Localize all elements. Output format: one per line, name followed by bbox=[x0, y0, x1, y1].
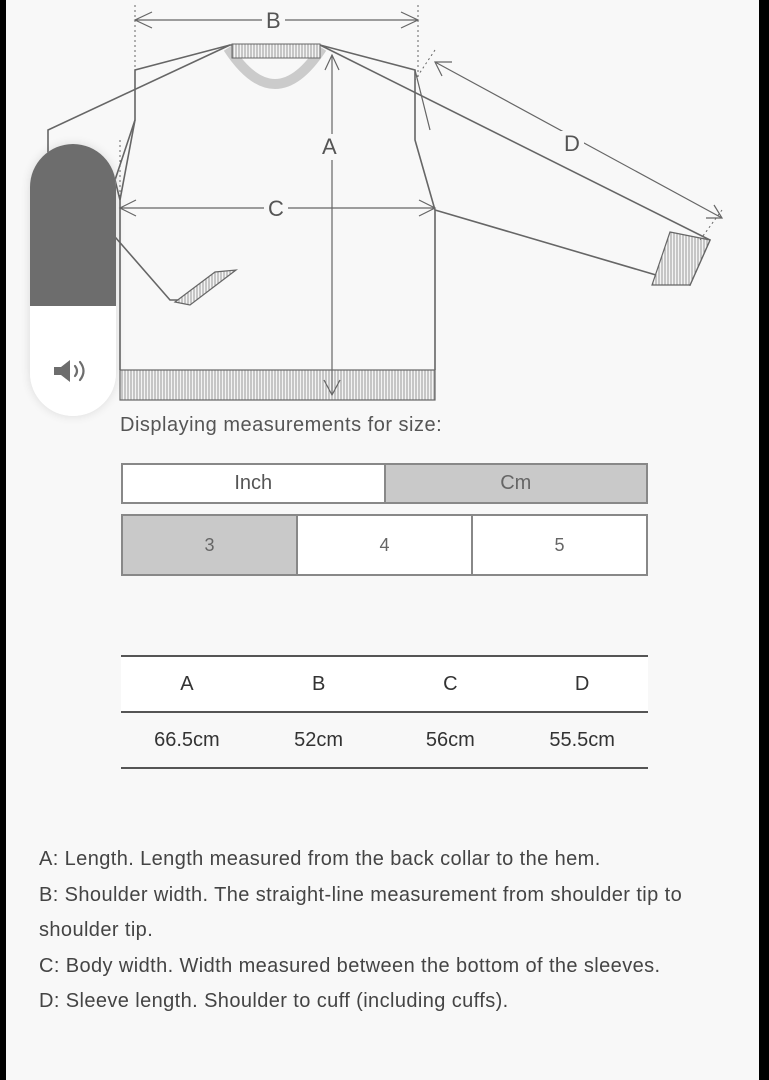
sweater-size-diagram bbox=[40, 0, 730, 402]
unit-cm-button[interactable]: Cm bbox=[386, 463, 649, 504]
dimension-label-d: D bbox=[560, 131, 584, 157]
value-cell-d: 55.5cm bbox=[549, 728, 615, 751]
legend-item-c: C: Body width. Width measured between the bottom of the sleeves. bbox=[39, 954, 661, 977]
dimension-label-a: A bbox=[318, 134, 341, 160]
table-row bbox=[121, 713, 648, 769]
measurements-table bbox=[121, 655, 648, 769]
legend-item-b: B: Shoulder width. The straight-line measurement from shoulder tip to shoulder tip. bbox=[39, 883, 683, 941]
unit-toggle bbox=[121, 463, 648, 504]
size-button-3[interactable]: 3 bbox=[121, 514, 298, 576]
table-header-row bbox=[121, 655, 648, 713]
size-caption: Displaying measurements for size: bbox=[120, 414, 443, 436]
header-cell-a: A bbox=[180, 672, 194, 695]
sweater-outline bbox=[40, 0, 730, 402]
value-cell-c: 56cm bbox=[425, 728, 475, 751]
volume-level-fill bbox=[30, 144, 116, 306]
unit-inch-button[interactable]: Inch bbox=[121, 463, 386, 504]
header-cell-c: C bbox=[443, 672, 458, 695]
volume-slider-overlay[interactable] bbox=[30, 144, 116, 416]
value-cell-b: 52cm bbox=[294, 728, 344, 751]
legend-item-d: D: Sleeve length. Shoulder to cuff (including cuffs). bbox=[39, 990, 509, 1012]
header-cell-d: D bbox=[574, 672, 590, 695]
speaker-icon bbox=[52, 356, 92, 386]
size-selector bbox=[121, 514, 648, 576]
screen-edge-left bbox=[0, 0, 6, 1080]
screen-edge-right bbox=[759, 0, 769, 1080]
value-cell-a: 66.5cm bbox=[154, 728, 220, 751]
dimension-label-c: C bbox=[264, 196, 288, 222]
measurement-legend bbox=[39, 842, 739, 1020]
header-cell-b: B bbox=[311, 672, 326, 695]
size-button-5[interactable]: 5 bbox=[473, 514, 648, 576]
dimension-label-b: B bbox=[262, 8, 285, 34]
legend-item-a: A: Length. Length measured from the back collar to the hem. bbox=[39, 848, 601, 870]
size-button-4[interactable]: 4 bbox=[298, 514, 473, 576]
